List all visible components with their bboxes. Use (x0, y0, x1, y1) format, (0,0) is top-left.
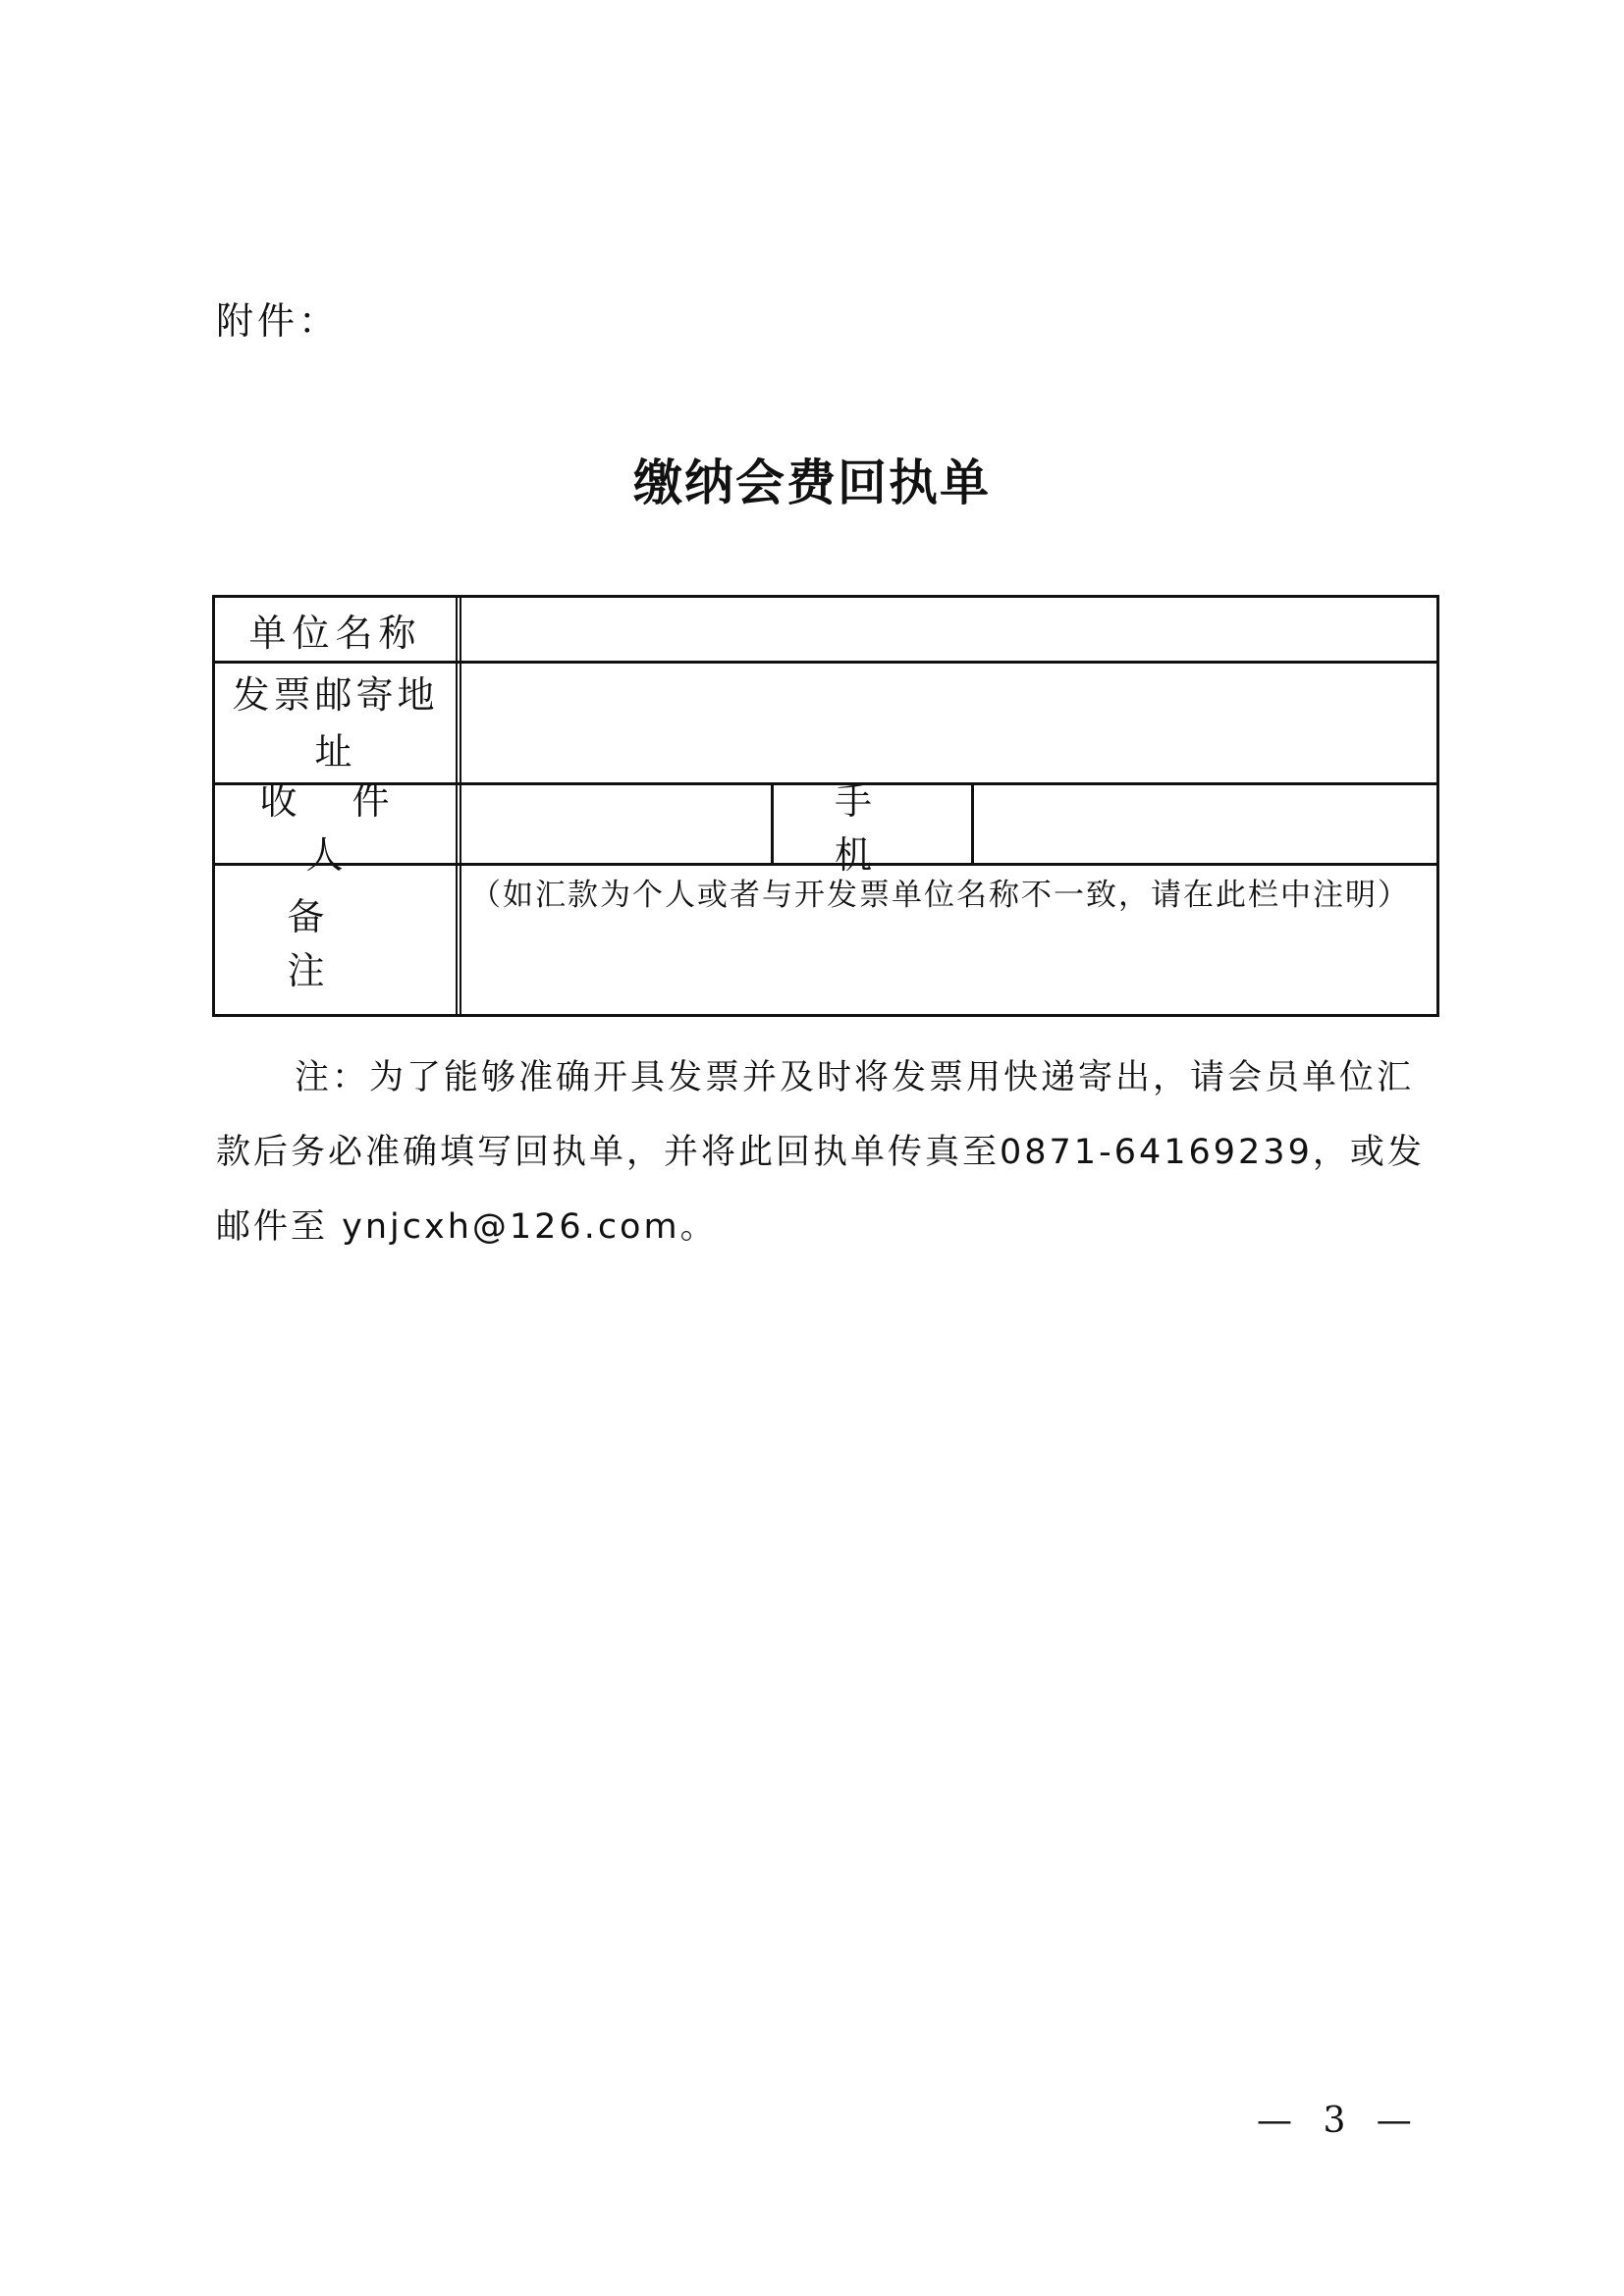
footnote: 注：为了能够准确开具发票并及时将发票用快递寄出，请会员单位汇款后务必准确填写回执单，并将此回执单传真至0871-64169239，或发邮件至 ynjcxh@126.com。 (216, 1058, 1425, 1247)
column-divider (456, 664, 461, 782)
remarks-row (215, 863, 1436, 1014)
recipient-label: 收 件 人 (259, 778, 411, 877)
invoice-address-label: 发票邮寄地址 (232, 672, 439, 774)
recipient-field[interactable] (462, 785, 771, 863)
column-divider (971, 785, 974, 863)
remarks-hint: （如汇款为个人或者与开发票单位名称不一致，请在此栏中注明） (470, 878, 1410, 913)
invoice-address-field[interactable] (462, 664, 1436, 782)
form-title: 缴纳会费回执单 (633, 454, 991, 511)
recipient-row (215, 778, 1436, 877)
unit-name-field[interactable] (462, 598, 1436, 661)
mobile-label: 手 机 (834, 778, 911, 877)
attachment-label: 附件： (216, 299, 341, 343)
unit-name-label: 单位名称 (248, 611, 422, 655)
receipt-form-table (212, 595, 1439, 1017)
invoice-address-row (215, 661, 1436, 782)
remarks-field[interactable] (462, 915, 1436, 1014)
mobile-field[interactable] (975, 785, 1436, 863)
column-divider (456, 598, 461, 661)
remarks-label: 备 注 (287, 894, 413, 992)
column-divider (771, 785, 774, 863)
column-divider (456, 785, 461, 863)
unit-name-row (215, 598, 1436, 661)
column-divider (456, 866, 461, 1014)
page-number: — 3 — (1257, 2101, 1422, 2141)
